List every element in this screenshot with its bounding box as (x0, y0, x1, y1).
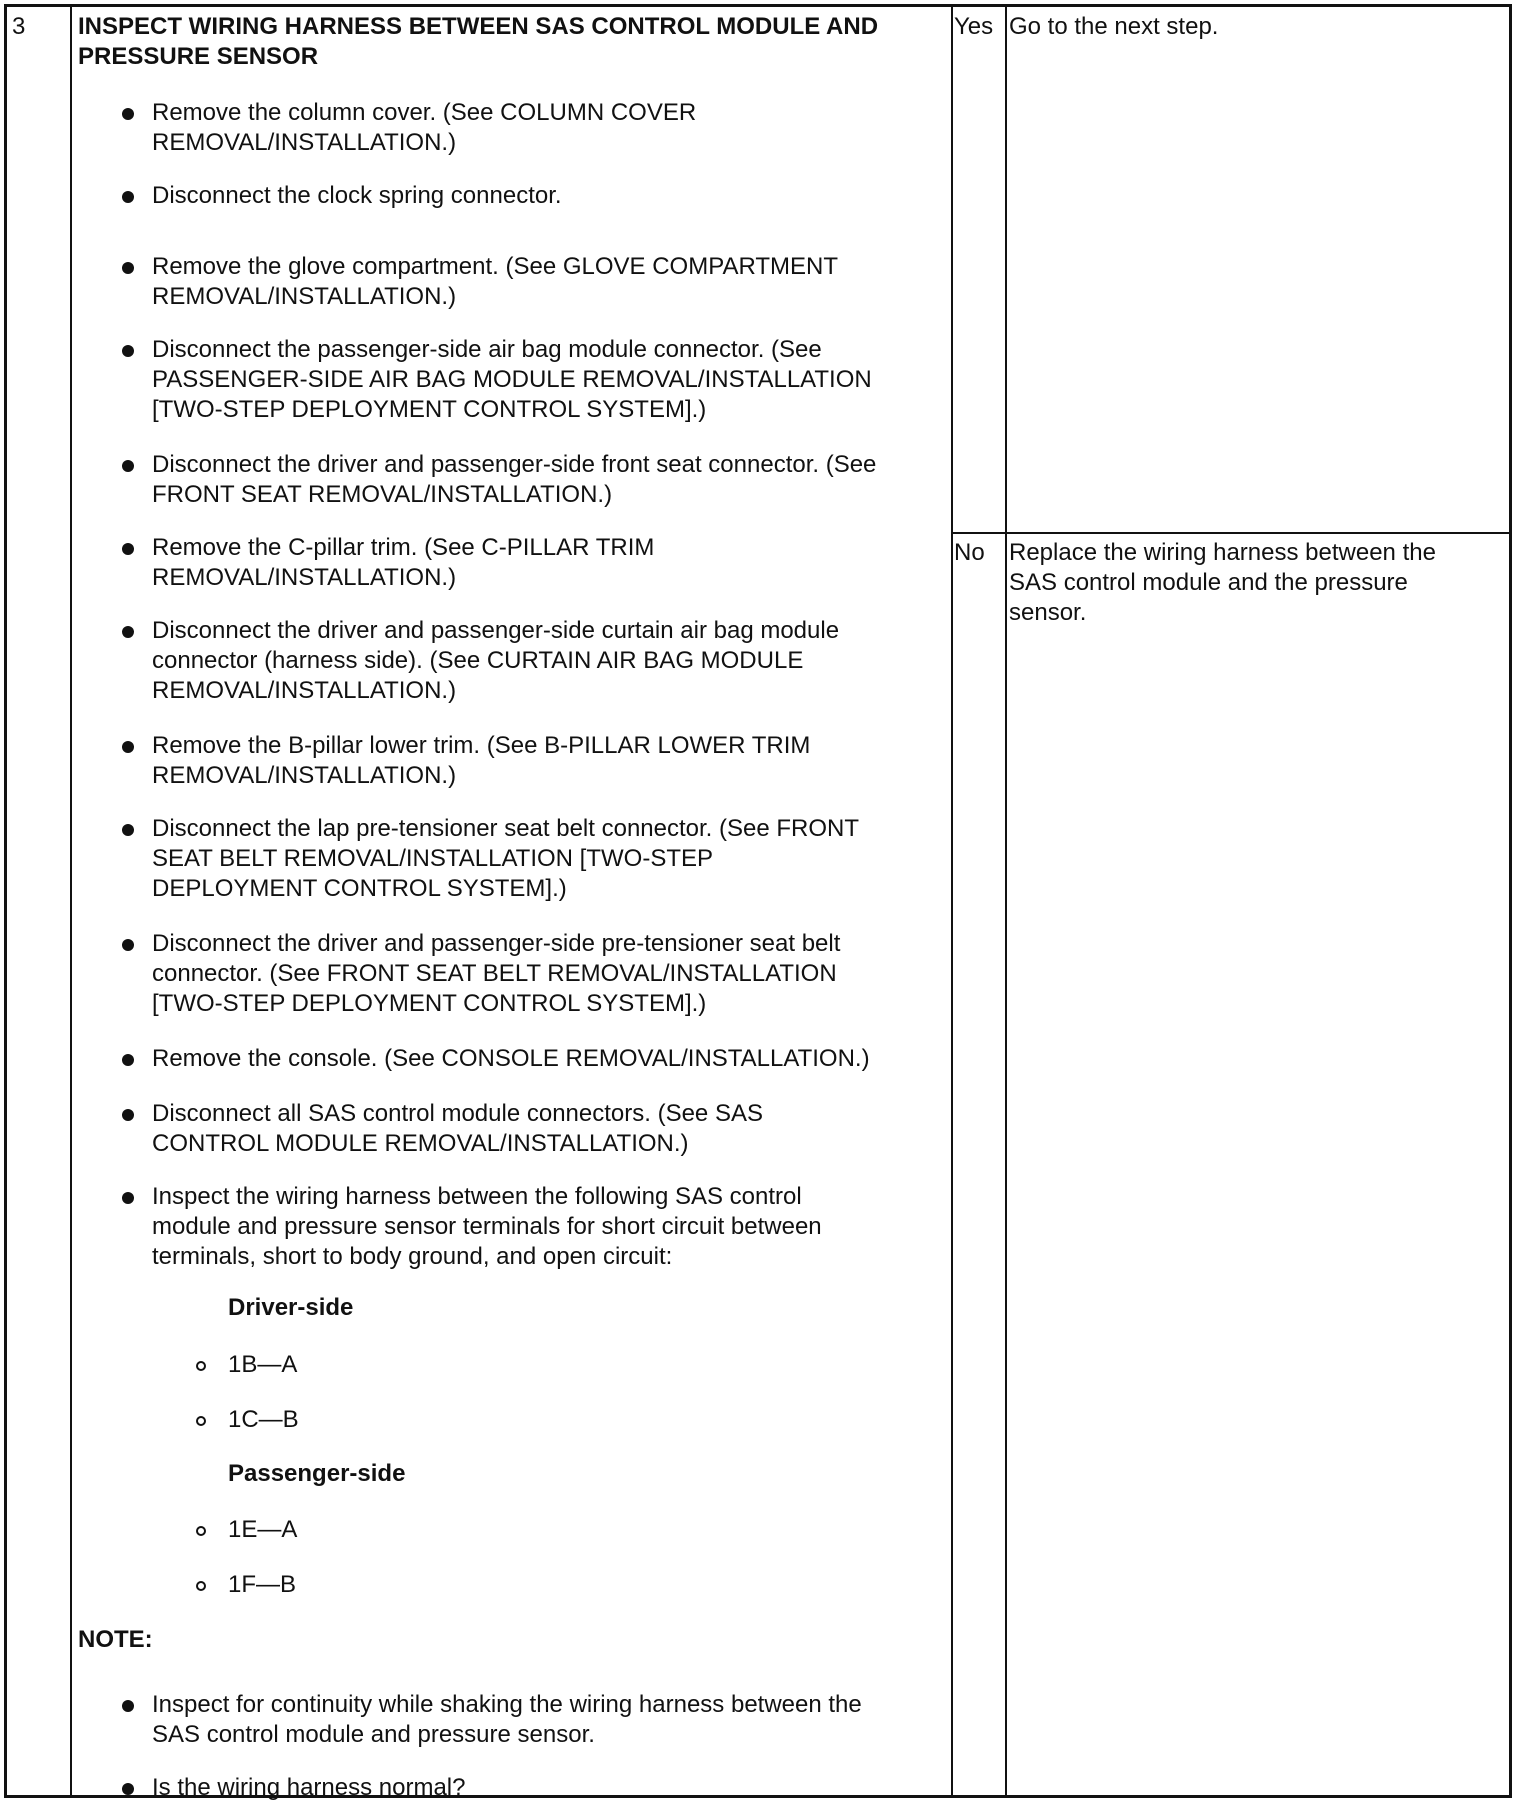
bullet-line: Remove the column cover. (See COLUMN COVER (152, 99, 697, 126)
bullet-dot-icon (122, 543, 134, 555)
column-divider-action (1005, 7, 1007, 1795)
result-yes-action: Go to the next step. (1009, 13, 1219, 40)
bullet-dot-icon (122, 939, 134, 951)
bullet-line: REMOVAL/INSTALLATION.) (152, 677, 457, 704)
bullet-line: DEPLOYMENT CONTROL SYSTEM].) (152, 875, 567, 902)
bullet-line: Disconnect the driver and passenger-side curtain air bag module (152, 617, 840, 644)
bullet-line: REMOVAL/INSTALLATION.) (152, 283, 457, 310)
bullet-line: PASSENGER-SIDE AIR BAG MODULE REMOVAL/INSTALLATION (152, 366, 872, 393)
result-yes-label: Yes (954, 13, 994, 40)
driver-side-heading: Driver-side (228, 1294, 354, 1321)
bullet-line: Inspect for continuity while shaking the wiring harness between the (152, 1691, 862, 1718)
bullet-dot-icon (122, 824, 134, 836)
column-divider-result (951, 7, 953, 1795)
bullet-line: Remove the B-pillar lower trim. (See B-PILLAR LOWER TRIM (152, 732, 811, 759)
bullet-line: Remove the glove compartment. (See GLOVE COMPARTMENT (152, 253, 839, 280)
bullet-line: Disconnect the clock spring connector. (152, 182, 562, 209)
bullet-line: REMOVAL/INSTALLATION.) (152, 129, 457, 156)
bullet-line: Inspect the wiring harness between the following SAS control (152, 1183, 802, 1210)
bullet-dot-icon (122, 108, 134, 120)
bullet-dot-icon (122, 626, 134, 638)
bullet-dot-icon (122, 1783, 134, 1795)
bullet-line: FRONT SEAT REMOVAL/INSTALLATION.) (152, 481, 613, 508)
bullet-line: Disconnect the driver and passenger-side pre-tensioner seat belt (152, 930, 841, 957)
bullet-line: Disconnect all SAS control module connectors. (See SAS (152, 1100, 763, 1127)
bullet-line: module and pressure sensor terminals for short circuit between (152, 1213, 822, 1240)
step-number: 3 (12, 13, 26, 40)
bullet-line: Remove the C-pillar trim. (See C-PILLAR TRIM (152, 534, 655, 561)
bullet-line: connector (harness side). (See CURTAIN AIR BAG MODULE (152, 647, 804, 674)
sub-bullet-circle-icon (196, 1361, 206, 1371)
sub-bullet-circle-icon (196, 1416, 206, 1426)
bullet-line: REMOVAL/INSTALLATION.) (152, 762, 457, 789)
bullet-dot-icon (122, 741, 134, 753)
bullet-line: Disconnect the driver and passenger-side front seat connector. (See (152, 451, 877, 478)
bullet-line: REMOVAL/INSTALLATION.) (152, 564, 457, 591)
bullet-line: SAS control module and pressure sensor. (152, 1721, 595, 1748)
bullet-line: terminals, short to body ground, and open circuit: (152, 1243, 673, 1270)
bullet-dot-icon (122, 1054, 134, 1066)
sub-bullet-circle-icon (196, 1526, 206, 1536)
driver-side-item: 1B—A (228, 1351, 298, 1378)
bullet-dot-icon (122, 262, 134, 274)
yes-no-divider (951, 532, 1509, 534)
result-no-action-line-2: SAS control module and the pressure (1009, 569, 1408, 596)
bullet-dot-icon (122, 1192, 134, 1204)
bullet-line: Disconnect the passenger-side air bag module connector. (See (152, 336, 822, 363)
bullet-dot-icon (122, 460, 134, 472)
note-heading: NOTE: (78, 1626, 153, 1653)
bullet-dot-icon (122, 1109, 134, 1121)
passenger-side-heading: Passenger-side (228, 1460, 406, 1487)
bullet-line: Is the wiring harness normal? (152, 1774, 466, 1801)
bullet-line: SEAT BELT REMOVAL/INSTALLATION [TWO-STEP (152, 845, 713, 872)
bullet-line: [TWO-STEP DEPLOYMENT CONTROL SYSTEM].) (152, 990, 707, 1017)
result-no-action-line-3: sensor. (1009, 599, 1087, 626)
bullet-dot-icon (122, 1700, 134, 1712)
bullet-line: [TWO-STEP DEPLOYMENT CONTROL SYSTEM].) (152, 396, 707, 423)
driver-side-item: 1C—B (228, 1406, 299, 1433)
bullet-line: Remove the console. (See CONSOLE REMOVAL/INSTALLATION.) (152, 1045, 870, 1072)
step-title-line-1: INSPECT WIRING HARNESS BETWEEN SAS CONTROL MODULE AND (78, 13, 879, 40)
sub-bullet-circle-icon (196, 1581, 206, 1591)
step-title-line-2: PRESSURE SENSOR (78, 43, 319, 70)
result-no-label: No (954, 539, 985, 566)
bullet-dot-icon (122, 345, 134, 357)
bullet-line: CONTROL MODULE REMOVAL/INSTALLATION.) (152, 1130, 689, 1157)
result-no-action-line-1: Replace the wiring harness between the (1009, 539, 1436, 566)
bullet-line: connector. (See FRONT SEAT BELT REMOVAL/INSTALLATION (152, 960, 837, 987)
passenger-side-item: 1F—B (228, 1571, 297, 1598)
bullet-line: Disconnect the lap pre-tensioner seat belt connector. (See FRONT (152, 815, 860, 842)
bullet-dot-icon (122, 191, 134, 203)
passenger-side-item: 1E—A (228, 1516, 298, 1543)
column-divider-step (70, 7, 72, 1795)
